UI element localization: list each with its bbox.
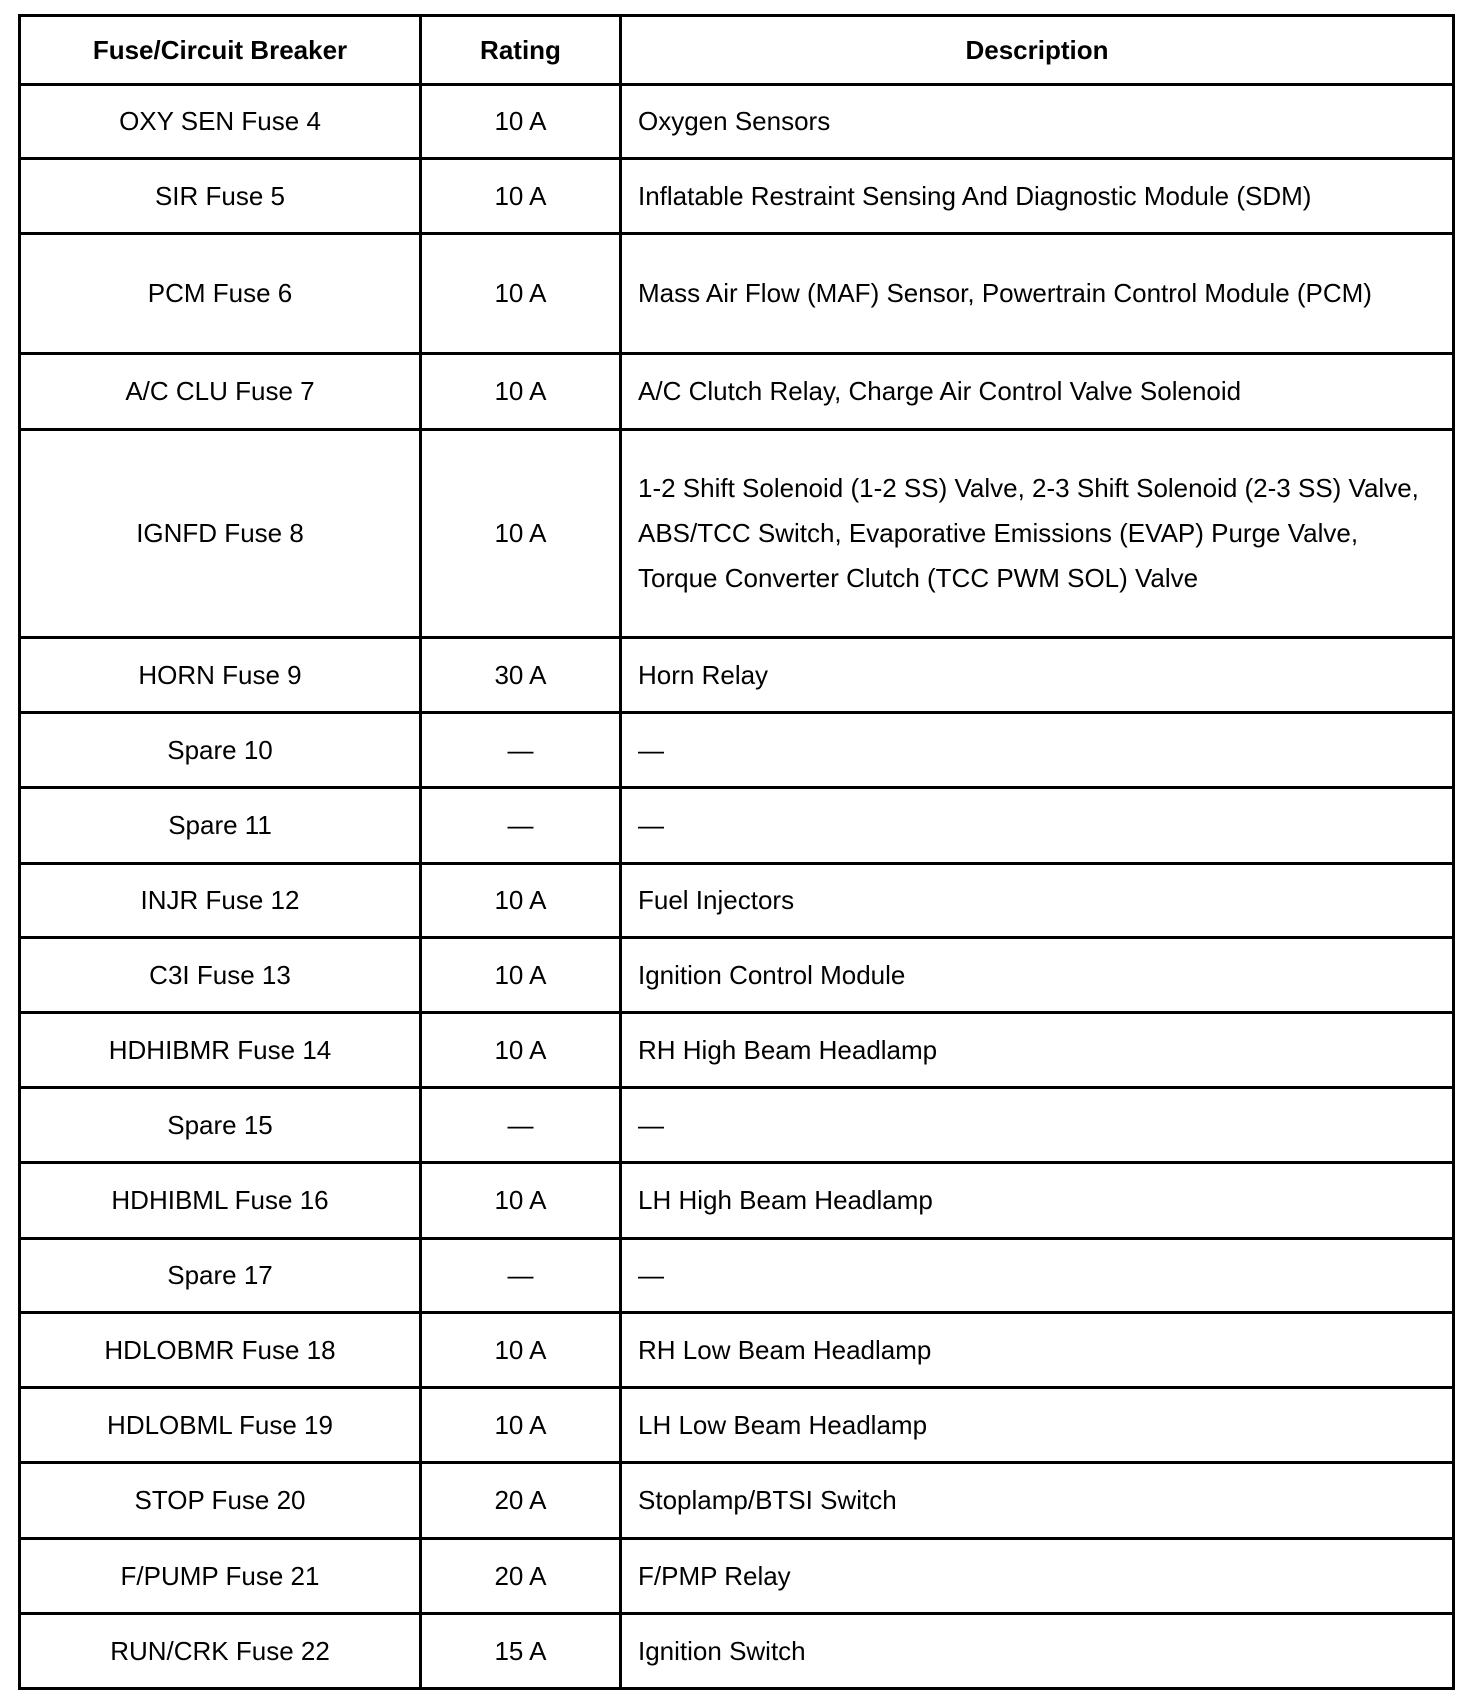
rating-cell: 15 A — [421, 1614, 621, 1689]
rating-cell: 10 A — [421, 159, 621, 234]
rating-cell: 10 A — [421, 1388, 621, 1463]
description-cell: RH Low Beam Headlamp — [621, 1313, 1454, 1388]
header-description: Description — [621, 16, 1454, 85]
fuse-cell: RUN/CRK Fuse 22 — [20, 1614, 421, 1689]
description-cell: RH High Beam Headlamp — [621, 1013, 1454, 1088]
fuse-cell: HDLOBMR Fuse 18 — [20, 1313, 421, 1388]
rating-cell: — — [421, 713, 621, 788]
fuse-cell: A/C CLU Fuse 7 — [20, 354, 421, 430]
table-row — [20, 1239, 1454, 1313]
table-row — [20, 1539, 1454, 1614]
description-cell: Fuel Injectors — [621, 864, 1454, 938]
description-cell: A/C Clutch Relay, Charge Air Control Valve Solenoid — [621, 354, 1454, 430]
fuse-cell: Spare 10 — [20, 713, 421, 788]
rating-cell: 20 A — [421, 1539, 621, 1614]
fuse-cell: F/PUMP Fuse 21 — [20, 1539, 421, 1614]
fuse-cell: HDLOBML Fuse 19 — [20, 1388, 421, 1463]
rating-cell: 10 A — [421, 1013, 621, 1088]
description-cell: — — [621, 1239, 1454, 1313]
fuse-cell: INJR Fuse 12 — [20, 864, 421, 938]
fuse-cell: C3I Fuse 13 — [20, 938, 421, 1013]
description-cell: LH Low Beam Headlamp — [621, 1388, 1454, 1463]
rating-cell: 10 A — [421, 1163, 621, 1239]
table-row — [20, 638, 1454, 713]
description-cell: Inflatable Restraint Sensing And Diagnostic Module (SDM) — [621, 159, 1454, 234]
rating-cell: 30 A — [421, 638, 621, 713]
table-row — [20, 234, 1454, 354]
fuse-cell: OXY SEN Fuse 4 — [20, 85, 421, 159]
table-row — [20, 788, 1454, 864]
description-cell: F/PMP Relay — [621, 1539, 1454, 1614]
description-cell: Stoplamp/BTSI Switch — [621, 1463, 1454, 1539]
table-row — [20, 1088, 1454, 1163]
fuse-cell: Spare 15 — [20, 1088, 421, 1163]
rating-cell: — — [421, 788, 621, 864]
header-row — [20, 16, 1454, 85]
fuse-cell: Spare 17 — [20, 1239, 421, 1313]
fuse-cell: HORN Fuse 9 — [20, 638, 421, 713]
header-fuse: Fuse/Circuit Breaker — [20, 16, 421, 85]
description-cell: Ignition Control Module — [621, 938, 1454, 1013]
table-row — [20, 864, 1454, 938]
table-row — [20, 159, 1454, 234]
table-row — [20, 713, 1454, 788]
rating-cell: 10 A — [421, 864, 621, 938]
description-cell: Ignition Switch — [621, 1614, 1454, 1689]
table-row — [20, 1614, 1454, 1689]
rating-cell: — — [421, 1088, 621, 1163]
rating-cell: 10 A — [421, 938, 621, 1013]
rating-cell: 10 A — [421, 234, 621, 354]
description-cell: Oxygen Sensors — [621, 85, 1454, 159]
rating-cell: 10 A — [421, 430, 621, 638]
description-cell: — — [621, 713, 1454, 788]
fuse-cell: IGNFD Fuse 8 — [20, 430, 421, 638]
rating-cell: 10 A — [421, 1313, 621, 1388]
rating-cell: 20 A — [421, 1463, 621, 1539]
description-cell: Horn Relay — [621, 638, 1454, 713]
table-row — [20, 1463, 1454, 1539]
description-cell: LH High Beam Headlamp — [621, 1163, 1454, 1239]
table-row — [20, 1388, 1454, 1463]
description-cell: Mass Air Flow (MAF) Sensor, Powertrain Control Module (PCM) — [621, 234, 1454, 354]
table-row — [20, 938, 1454, 1013]
fuse-cell: STOP Fuse 20 — [20, 1463, 421, 1539]
table-row — [20, 1013, 1454, 1088]
fuse-table — [18, 14, 1455, 1690]
fuse-cell: Spare 11 — [20, 788, 421, 864]
table-row — [20, 430, 1454, 638]
rating-cell: 10 A — [421, 85, 621, 159]
fuse-cell: PCM Fuse 6 — [20, 234, 421, 354]
description-cell: 1-2 Shift Solenoid (1-2 SS) Valve, 2-3 Shift Solenoid (2-3 SS) Valve, ABS/TCC Switch, Evaporative Emissions (EVAP) Purge Valve, Torque Converter Clutch (TCC PWM SOL) Valve — [621, 430, 1454, 638]
description-cell: — — [621, 1088, 1454, 1163]
fuse-cell: HDHIBMR Fuse 14 — [20, 1013, 421, 1088]
header-rating: Rating — [421, 16, 621, 85]
fuse-cell: SIR Fuse 5 — [20, 159, 421, 234]
rating-cell: — — [421, 1239, 621, 1313]
description-cell: — — [621, 788, 1454, 864]
fuse-cell: HDHIBML Fuse 16 — [20, 1163, 421, 1239]
rating-cell: 10 A — [421, 354, 621, 430]
table-row — [20, 1313, 1454, 1388]
table-row — [20, 1163, 1454, 1239]
table-row — [20, 85, 1454, 159]
table-row — [20, 354, 1454, 430]
